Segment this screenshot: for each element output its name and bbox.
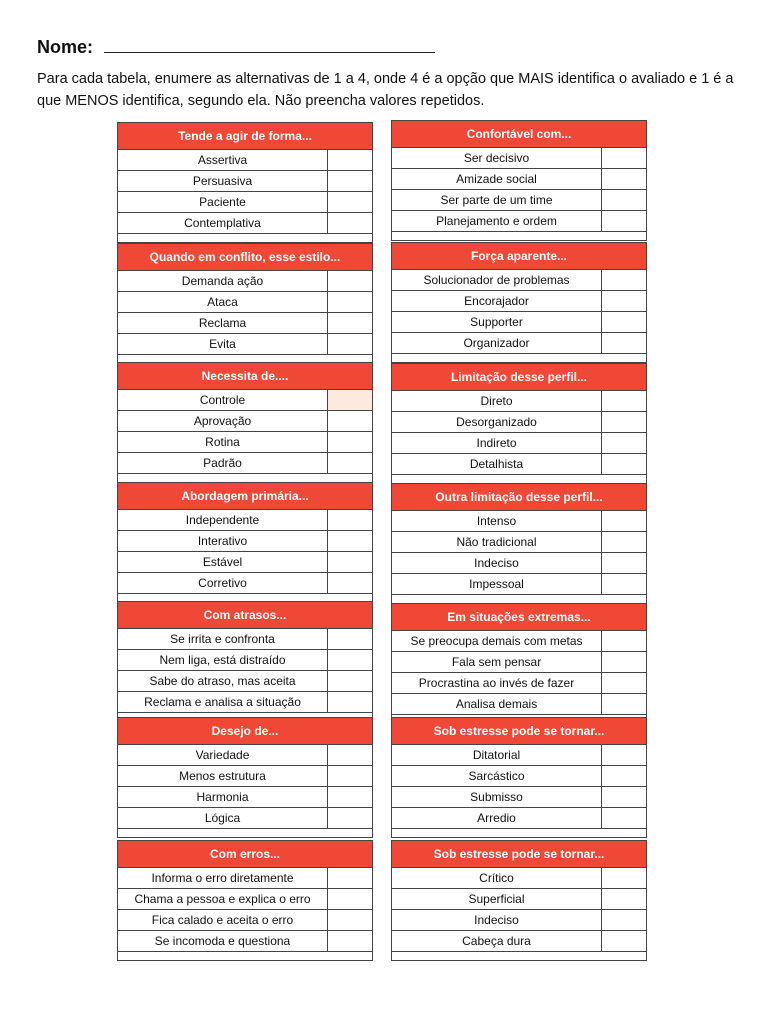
option-label: Chama a pessoa e explica o erro [118, 889, 328, 909]
rank-input-cell[interactable] [328, 313, 372, 333]
option-label: Paciente [118, 192, 328, 212]
option-label: Se preocupa demais com metas [392, 631, 602, 651]
option-label: Indireto [392, 433, 602, 453]
table-row [392, 190, 646, 211]
option-label: Arredio [392, 808, 602, 828]
rank-input-cell[interactable] [602, 312, 646, 332]
option-label: Reclama [118, 313, 328, 333]
rank-input-cell[interactable] [328, 453, 372, 473]
table-row [118, 671, 372, 692]
rank-input-cell[interactable] [602, 745, 646, 765]
table-row [392, 889, 646, 910]
rank-input-cell[interactable] [328, 868, 372, 888]
rank-input-cell[interactable] [602, 889, 646, 909]
table-title: Desejo de... [118, 718, 372, 745]
ranking-table [391, 840, 647, 961]
rank-input-cell[interactable] [602, 148, 646, 168]
option-label: Planejamento e ordem [392, 211, 602, 231]
table-row [118, 573, 372, 594]
rank-input-cell[interactable] [328, 889, 372, 909]
table-title: Sob estresse pode se tornar... [392, 841, 646, 868]
option-label: Estável [118, 552, 328, 572]
instructions-text: Para cada tabela, enumere as alternativas de 1 a 4, onde 4 é a opção que MAIS identifica o avaliado e 1 é a que MENOS identifica, segundo ela. Não preencha valores repetidos. [37, 71, 734, 109]
table-row [392, 433, 646, 454]
ranking-table [117, 482, 373, 603]
table-title: Confortável com... [392, 121, 646, 148]
option-label: Rotina [118, 432, 328, 452]
table-row [118, 171, 372, 192]
table-row [118, 411, 372, 432]
table-row [118, 787, 372, 808]
rank-input-cell[interactable] [328, 766, 372, 786]
rank-input-cell[interactable] [602, 270, 646, 290]
table-row [392, 148, 646, 169]
ranking-table [391, 717, 647, 838]
option-label: Sabe do atraso, mas aceita [118, 671, 328, 691]
option-label: Ataca [118, 292, 328, 312]
table-row [118, 692, 372, 713]
rank-input-cell[interactable] [328, 808, 372, 828]
option-label: Direto [392, 391, 602, 411]
option-label: Ser parte de um time [392, 190, 602, 210]
table-spacer [392, 354, 646, 362]
table-row [118, 745, 372, 766]
table-row [392, 808, 646, 829]
ranking-table [391, 120, 647, 241]
rank-input-cell[interactable] [328, 390, 372, 410]
table-row [118, 334, 372, 355]
option-label: Encorajador [392, 291, 602, 311]
rank-input-cell[interactable] [602, 333, 646, 353]
table-row [118, 808, 372, 829]
name-input-line[interactable] [104, 36, 435, 53]
table-row [392, 868, 646, 889]
option-label: Indeciso [392, 910, 602, 930]
table-row [118, 629, 372, 650]
table-row [118, 150, 372, 171]
table-row [392, 270, 646, 291]
table-row [118, 766, 372, 787]
option-label: Detalhista [392, 454, 602, 474]
rank-input-cell[interactable] [328, 573, 372, 593]
table-row [392, 574, 646, 595]
table-title: Abordagem primária... [118, 483, 372, 510]
option-label: Não tradicional [392, 532, 602, 552]
rank-input-cell[interactable] [602, 553, 646, 573]
table-row [118, 650, 372, 671]
rank-input-cell[interactable] [602, 190, 646, 210]
table-row [118, 510, 372, 531]
table-title: Outra limitação desse perfil... [392, 484, 646, 511]
option-label: Submisso [392, 787, 602, 807]
rank-input-cell[interactable] [328, 910, 372, 930]
table-row [118, 531, 372, 552]
rank-input-cell[interactable] [602, 787, 646, 807]
rank-input-cell[interactable] [328, 171, 372, 191]
option-label: Demanda ação [118, 271, 328, 291]
table-row [118, 931, 372, 952]
table-row [392, 931, 646, 952]
rank-input-cell[interactable] [602, 652, 646, 672]
rank-input-cell[interactable] [602, 673, 646, 693]
option-label: Procrastina ao invés de fazer [392, 673, 602, 693]
option-label: Evita [118, 334, 328, 354]
rank-input-cell[interactable] [328, 531, 372, 551]
rank-input-cell[interactable] [602, 910, 646, 930]
table-row [118, 552, 372, 573]
rank-input-cell[interactable] [602, 694, 646, 714]
table-title: Limitação desse perfil... [392, 364, 646, 391]
option-label: Cabeça dura [392, 931, 602, 951]
rank-input-cell[interactable] [328, 150, 372, 170]
table-row [392, 412, 646, 433]
rank-input-cell[interactable] [328, 510, 372, 530]
table-row [392, 745, 646, 766]
option-label: Lógica [118, 808, 328, 828]
rank-input-cell[interactable] [328, 292, 372, 312]
rank-input-cell[interactable] [602, 291, 646, 311]
rank-input-cell[interactable] [602, 211, 646, 231]
option-label: Controle [118, 390, 328, 410]
option-label: Organizador [392, 333, 602, 353]
ranking-table [117, 243, 373, 364]
table-row [392, 652, 646, 673]
table-row [392, 694, 646, 715]
table-row [392, 333, 646, 354]
option-label: Persuasiva [118, 171, 328, 191]
rank-input-cell[interactable] [602, 574, 646, 594]
ranking-table [391, 483, 647, 604]
table-row [118, 271, 372, 292]
option-label: Solucionador de problemas [392, 270, 602, 290]
option-label: Corretivo [118, 573, 328, 593]
rank-input-cell[interactable] [328, 650, 372, 670]
table-spacer [118, 829, 372, 837]
table-title: Tende a agir de forma... [118, 123, 372, 150]
table-spacer [392, 232, 646, 240]
table-spacer [392, 595, 646, 603]
table-spacer [392, 952, 646, 960]
table-spacer [392, 829, 646, 837]
rank-input-cell[interactable] [602, 433, 646, 453]
option-label: Padrão [118, 453, 328, 473]
rank-input-cell[interactable] [328, 334, 372, 354]
rank-input-cell[interactable] [328, 931, 372, 951]
rank-input-cell[interactable] [328, 671, 372, 691]
rank-input-cell[interactable] [602, 169, 646, 189]
table-row [392, 312, 646, 333]
table-row [118, 453, 372, 474]
table-row [392, 211, 646, 232]
ranking-table [391, 242, 647, 363]
option-label: Variedade [118, 745, 328, 765]
rank-input-cell[interactable] [602, 631, 646, 651]
table-row [392, 787, 646, 808]
ranking-table [117, 601, 373, 722]
option-label: Indeciso [392, 553, 602, 573]
option-label: Interativo [118, 531, 328, 551]
option-label: Aprovação [118, 411, 328, 431]
option-label: Fala sem pensar [392, 652, 602, 672]
table-title: Necessita de.... [118, 363, 372, 390]
rank-input-cell[interactable] [602, 931, 646, 951]
ranking-table [117, 717, 373, 838]
table-title: Força aparente... [392, 243, 646, 270]
table-row [392, 511, 646, 532]
rank-input-cell[interactable] [328, 552, 372, 572]
ranking-table [117, 122, 373, 243]
option-label: Se incomoda e questiona [118, 931, 328, 951]
table-spacer [118, 952, 372, 960]
rank-input-cell[interactable] [602, 391, 646, 411]
option-label: Menos estrutura [118, 766, 328, 786]
rank-input-cell[interactable] [328, 745, 372, 765]
rank-input-cell[interactable] [328, 629, 372, 649]
table-row [118, 313, 372, 334]
rank-input-cell[interactable] [602, 808, 646, 828]
option-label: Se irrita e confronta [118, 629, 328, 649]
table-row [392, 766, 646, 787]
table-row [392, 454, 646, 475]
table-title: Sob estresse pode se tornar... [392, 718, 646, 745]
table-row [118, 390, 372, 411]
option-label: Analisa demais [392, 694, 602, 714]
table-spacer [392, 475, 646, 483]
table-row [392, 291, 646, 312]
table-row [118, 868, 372, 889]
table-row [392, 673, 646, 694]
table-title: Com erros... [118, 841, 372, 868]
rank-input-cell[interactable] [602, 511, 646, 531]
option-label: Fica calado e aceita o erro [118, 910, 328, 930]
table-spacer [118, 474, 372, 482]
ranking-table [117, 840, 373, 961]
option-label: Crítico [392, 868, 602, 888]
rank-input-cell[interactable] [602, 868, 646, 888]
option-label: Contemplativa [118, 213, 328, 233]
table-title: Quando em conflito, esse estilo... [118, 244, 372, 271]
rank-input-cell[interactable] [602, 766, 646, 786]
ranking-table [391, 603, 647, 724]
rank-input-cell[interactable] [602, 454, 646, 474]
option-label: Sarcástico [392, 766, 602, 786]
rank-input-cell[interactable] [602, 412, 646, 432]
table-row [118, 432, 372, 453]
rank-input-cell[interactable] [328, 692, 372, 712]
table-row [118, 910, 372, 931]
option-label: Supporter [392, 312, 602, 332]
rank-input-cell[interactable] [328, 192, 372, 212]
option-label: Reclama e analisa a situação [118, 692, 328, 712]
rank-input-cell[interactable] [328, 271, 372, 291]
option-label: Amizade social [392, 169, 602, 189]
name-field-row [37, 36, 435, 58]
rank-input-cell[interactable] [328, 432, 372, 452]
rank-input-cell[interactable] [328, 213, 372, 233]
table-row [118, 213, 372, 234]
rank-input-cell[interactable] [602, 532, 646, 552]
option-label: Assertiva [118, 150, 328, 170]
table-row [392, 169, 646, 190]
rank-input-cell[interactable] [328, 787, 372, 807]
table-row [118, 192, 372, 213]
table-spacer [118, 234, 372, 242]
table-title: Em situações extremas... [392, 604, 646, 631]
ranking-table [391, 363, 647, 484]
table-row [118, 889, 372, 910]
table-row [392, 532, 646, 553]
option-label: Ditatorial [392, 745, 602, 765]
option-label: Intenso [392, 511, 602, 531]
option-label: Ser decisivo [392, 148, 602, 168]
option-label: Harmonia [118, 787, 328, 807]
ranking-table [117, 362, 373, 483]
table-row [392, 631, 646, 652]
rank-input-cell[interactable] [328, 411, 372, 431]
table-row [118, 292, 372, 313]
name-label: Nome: [37, 37, 94, 57]
table-title: Com atrasos... [118, 602, 372, 629]
option-label: Informa o erro diretamente [118, 868, 328, 888]
table-row [392, 391, 646, 412]
table-row [392, 910, 646, 931]
option-label: Impessoal [392, 574, 602, 594]
option-label: Independente [118, 510, 328, 530]
option-label: Superficial [392, 889, 602, 909]
table-row [392, 553, 646, 574]
option-label: Nem liga, está distraído [118, 650, 328, 670]
option-label: Desorganizado [392, 412, 602, 432]
